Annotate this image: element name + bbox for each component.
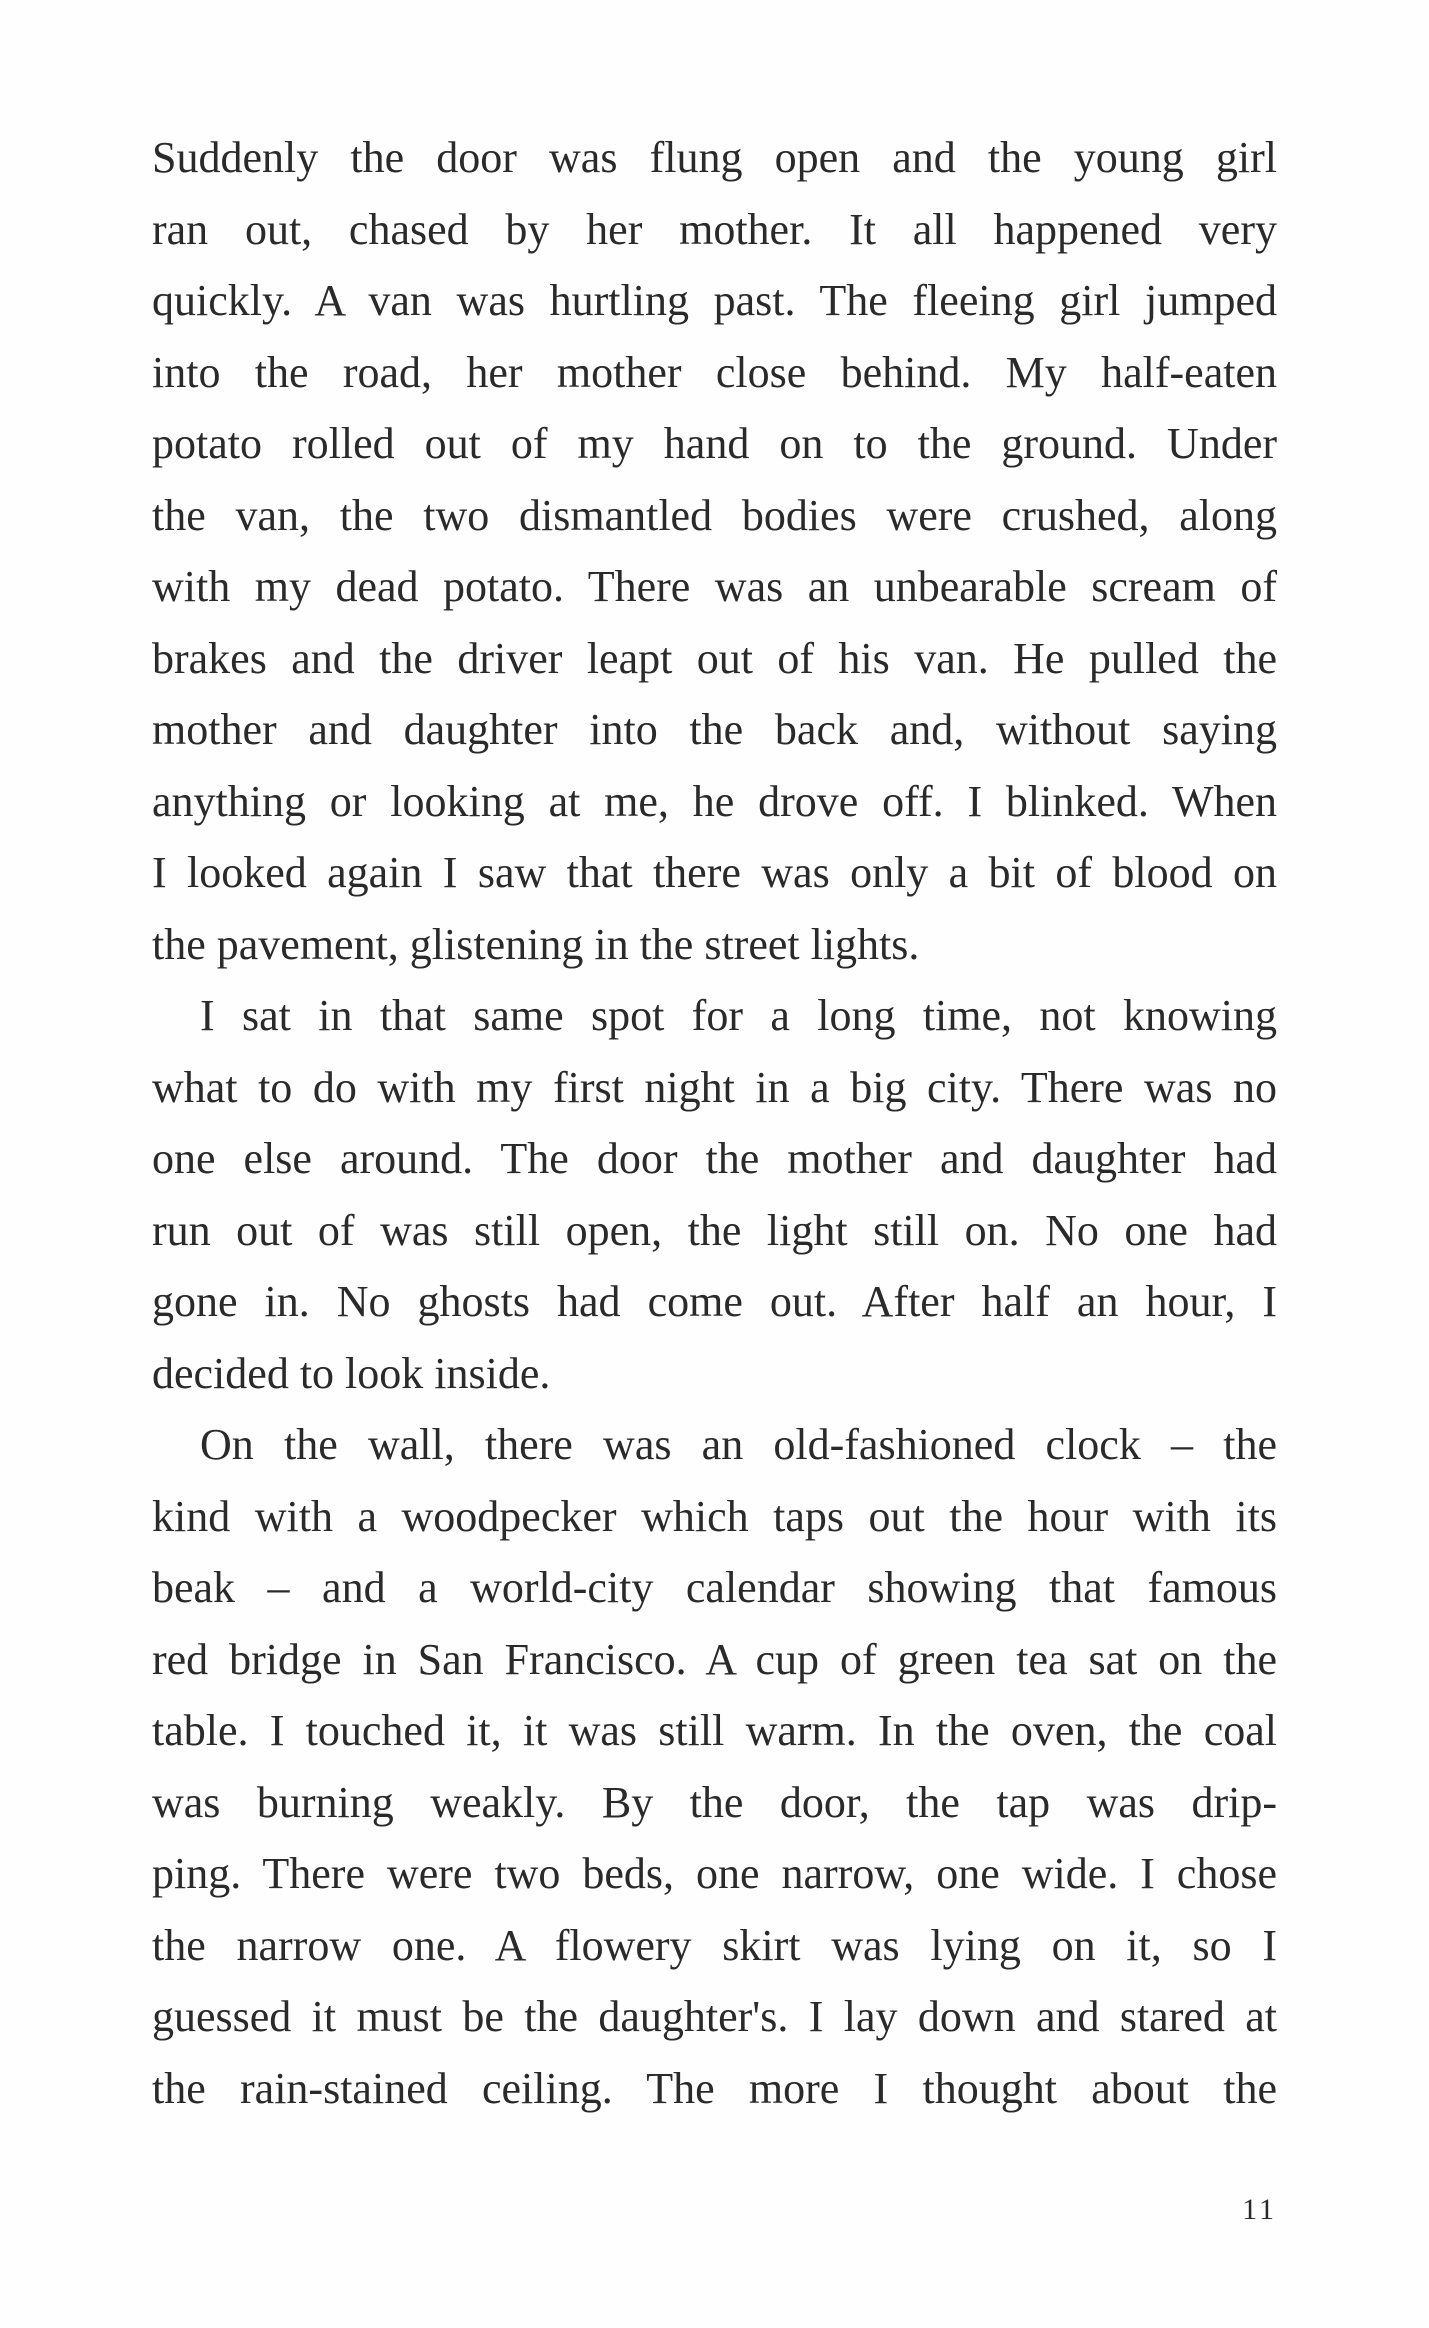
paragraph-2 [152,980,1277,1409]
text-line: table. I touched it, it was still warm. In the oven, the coal [152,1706,1277,1755]
text-line: into the road, her mother close behind. My half-eaten [152,347,1277,397]
text-line: the pavement, glistening in the street lights. [152,919,920,969]
text-line: ping. There were two beds, one narrow, one wide. I chose [152,1849,1277,1898]
text-line: gone in. No ghosts had come out. After half an hour, I [152,1277,1277,1326]
text-line: I looked again I saw that there was only a bit of blood on [152,848,1277,897]
text-line: guessed it must be the daughter's. I lay down and stared at [152,1992,1277,2041]
text-line: red bridge in San Francisco. A cup of green tea sat on the [152,1634,1277,1684]
text-line: with my dead potato. There was an unbearable scream of [152,562,1277,611]
text-line: one else around. The door the mother and daughter had [152,1134,1277,1183]
text-line: the van, the two dismantled bodies were crushed, along [152,490,1277,540]
text-line: mother and daughter into the back and, without saying [152,705,1277,754]
text-line: anything or looking at me, he drove off. I blinked. When [152,776,1277,826]
paragraph-3 [152,1409,1277,2124]
text-line: quickly. A van was hurtling past. The fleeing girl jumped [152,276,1277,325]
text-line: On the wall, there was an old-fashioned clock – the [200,1420,1277,1469]
text-line: the rain-stained ceiling. The more I thought about the [152,2063,1277,2113]
text-line: potato rolled out of my hand on to the ground. Under [152,419,1277,468]
page-number: 11 [1242,2193,1277,2226]
body-text [152,122,1277,2124]
text-line: brakes and the driver leapt out of his van. He pulled the [152,633,1277,683]
text-line: Suddenly the door was flung open and the young girl [152,133,1277,182]
text-line: was burning weakly. By the door, the tap was drip- [152,1777,1277,1827]
text-line: beak – and a world-city calendar showing that famous [152,1563,1277,1612]
text-line: decided to look inside. [152,1348,551,1398]
text-line: what to do with my first night in a big city. There was no [152,1062,1277,1112]
text-line: ran out, chased by her mother. It all happened very [152,204,1277,254]
text-line: the narrow one. A flowery skirt was lying on it, so I [152,1920,1277,1970]
text-line: kind with a woodpecker which taps out the hour with its [152,1491,1277,1541]
text-line: run out of was still open, the light still on. No one had [152,1205,1277,1255]
paragraph-1 [152,122,1277,980]
text-line: I sat in that same spot for a long time, not knowing [200,991,1277,1040]
